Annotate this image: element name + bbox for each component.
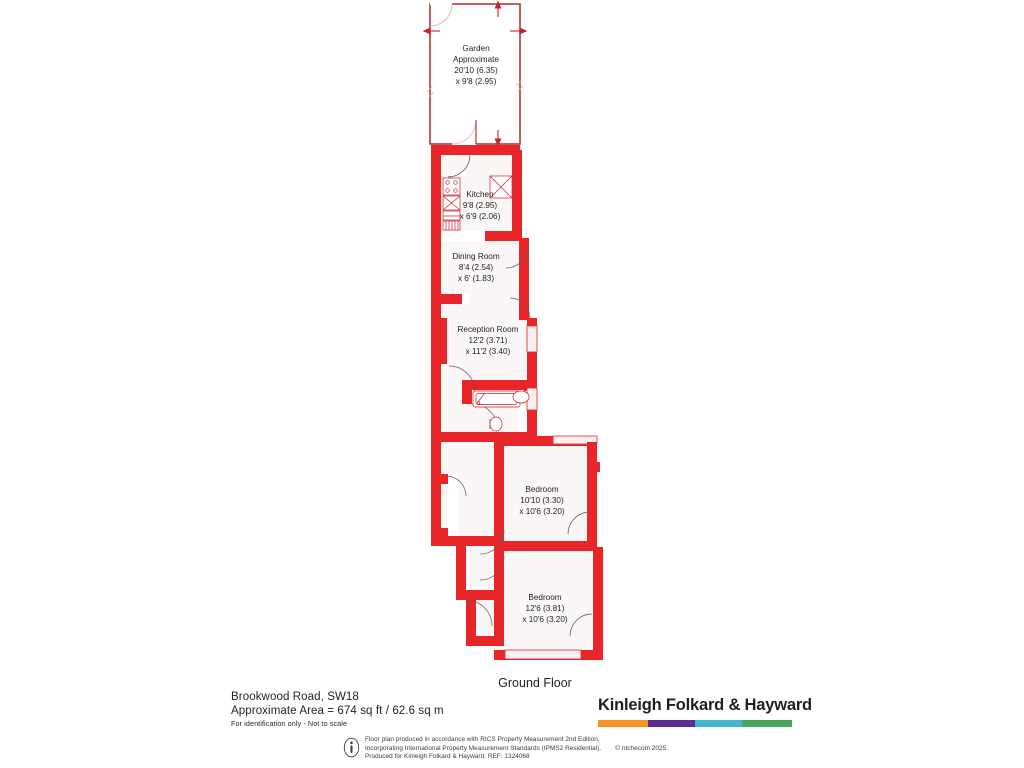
approximate-area: Approximate Area = 674 sq ft / 62.6 sq m xyxy=(231,705,444,717)
legal-line-2: Incorporating International Property Measurement Standards (IPMS2 Residential). xyxy=(365,744,602,752)
legal-line-3: Produced for Kinleigh Folkard & Hayward. REF: 1324068 xyxy=(365,753,530,761)
reception-room-dim-2: x 11'2 (3.40) xyxy=(465,347,511,356)
bedroom-2-label: Bedroom xyxy=(528,593,562,602)
brand-bar-orange xyxy=(598,720,648,727)
bedroom-1-dim-2: x 10'6 (3.20) xyxy=(519,507,565,516)
bedroom-2-dim-1: 12'6 (3.81) xyxy=(525,604,565,613)
bedroom-1-dim-1: 10'10 (3.30) xyxy=(520,496,564,505)
legal-line-2-row xyxy=(365,745,668,754)
bedroom-2-dim-2: x 10'6 (3.20) xyxy=(522,615,568,624)
reception-room-dim-1: 12'2 (3.71) xyxy=(468,336,508,345)
brand-block xyxy=(598,696,812,727)
garden-dim-1: 20'10 (6.35) xyxy=(454,66,498,75)
info-icon xyxy=(343,737,360,758)
garden-area xyxy=(424,2,526,145)
garden-dim-2: x 9'8 (2.95) xyxy=(455,77,497,86)
brand-bar-teal xyxy=(695,720,742,727)
brand-bar-green xyxy=(742,720,792,727)
legal-block xyxy=(343,736,668,762)
brand-name: Kinleigh Folkard & Hayward xyxy=(598,696,812,714)
brand-bar-purple xyxy=(648,720,695,727)
legal-line-1: Floor plan produced in accordance with RICS Property Measurement 2nd Edition, xyxy=(365,736,600,743)
dining-room-dim-2: x 6' (1.83) xyxy=(457,274,495,283)
reception-room-label: Reception Room xyxy=(457,325,519,334)
kitchen-label: Kitchen xyxy=(466,190,494,199)
property-address: Brookwood Road, SW18 xyxy=(231,691,359,703)
brand-color-bars xyxy=(598,720,792,727)
dining-room-dim-1: 8'4 (2.54) xyxy=(458,263,494,272)
bedroom-1-label: Bedroom xyxy=(525,485,559,494)
footer-info xyxy=(231,690,611,729)
garden-label: Garden xyxy=(462,44,490,53)
dining-room-label: Dining Room xyxy=(452,252,500,261)
legal-lines xyxy=(365,736,668,762)
garden-subtitle: Approximate xyxy=(453,55,499,64)
floor-caption: Ground Floor xyxy=(498,676,572,690)
kitchen-dim-2: x 6'9 (2.06) xyxy=(459,212,501,221)
kitchen-dim-1: 9'8 (2.95) xyxy=(462,201,498,210)
legal-copyright: © ntchecom 2025. xyxy=(615,744,669,752)
disclaimer-text: For identification only - Not to scale xyxy=(231,719,348,728)
